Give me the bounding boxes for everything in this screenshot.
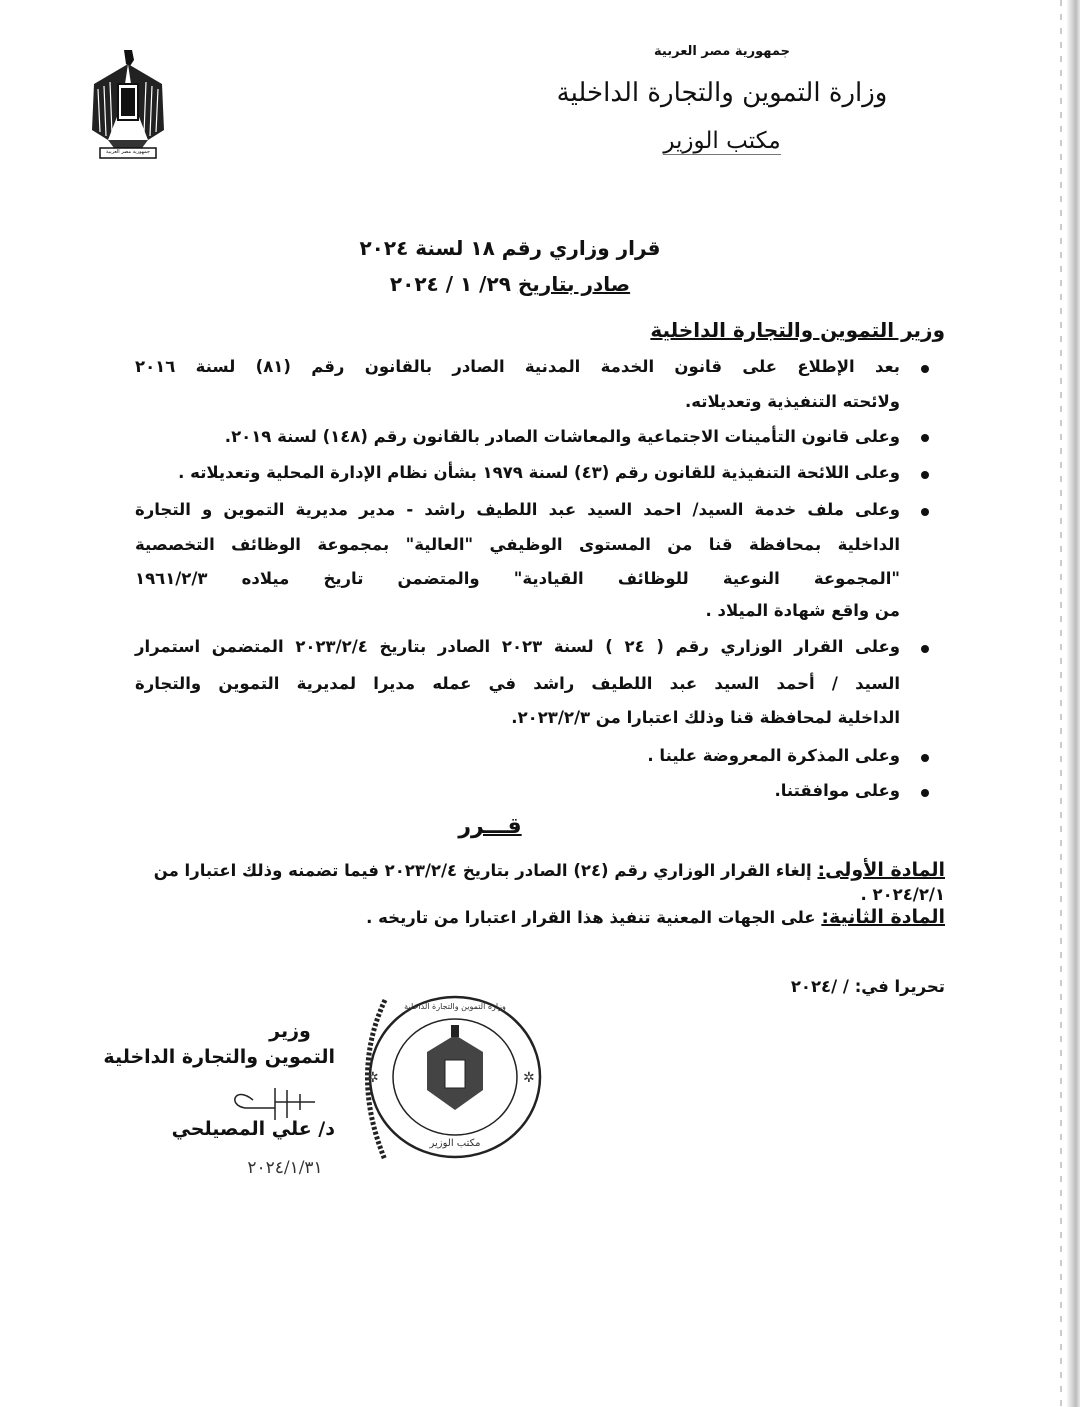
- decided-heading: قـــرر: [458, 814, 522, 839]
- scan-edge: [1066, 0, 1080, 1407]
- preamble-line: وعلى اللائحة التنفيذية للقانون رقم (٤٣) لسنة ١٩٧٩ بشأن نظام الإدارة المحلية وتعديلاته .: [178, 463, 900, 482]
- preamble-line: ولائحته التنفيذية وتعديلاته.: [684, 392, 900, 411]
- bullet: [921, 645, 929, 653]
- preamble-line: وعلى قانون التأمينات الاجتماعية والمعاشات الصادر بالقانون رقم (١٤٨) لسنة ٢٠١٩.: [224, 427, 900, 446]
- article-1: [135, 858, 945, 907]
- scan-edge-marks: [1060, 0, 1062, 1407]
- article-text: على الجهات المعنية تنفيذ هذا القرار اعتبارا من تاريخه .: [366, 908, 816, 927]
- stamp-ring-text: وزارة التموين والتجارة الداخلية: [404, 1002, 506, 1011]
- preamble-line: "المجموعة النوعية للوظائف القيادية" والمتضمن تاريخ ميلاده ١٩٦١/٢/٣: [135, 569, 900, 588]
- decree-title: قرار وزاري رقم ١٨ لسنة ٢٠٢٤: [359, 236, 661, 260]
- article-2: [135, 905, 945, 930]
- preamble-line: وعلى موافقتنا.: [774, 781, 900, 800]
- handwritten-date: ٢٠٢٤/١/٣١: [247, 1158, 323, 1178]
- article-label: المادة الأولى:: [817, 859, 945, 881]
- letterhead-office: مكتب الوزير: [663, 128, 781, 154]
- bullet: [921, 434, 929, 442]
- article-text: إلغاء القرار الوزاري رقم (٢٤) الصادر بتاريخ ٢٠٢٣/٢/٤ فيما تضمنه وذلك اعتبارا من ٢٠٢٤/٢/١ .: [153, 861, 945, 904]
- signature-title-1: وزير: [269, 1020, 311, 1042]
- preamble-line: من واقع شهادة الميلاد .: [705, 601, 900, 620]
- issue-date: ٢٩/ ١ / ٢٠٢٤: [389, 272, 511, 296]
- bullet: [921, 365, 929, 373]
- stamp-bottom-text: مكتب الوزير: [429, 1138, 481, 1149]
- bullet: [921, 508, 929, 516]
- preamble-line: وعلى القرار الوزاري رقم ( ٢٤ ) لسنة ٢٠٢٣ الصادر بتاريخ ٢٠٢٣/٢/٤ المتضمن استمرار: [135, 637, 901, 656]
- signatory-name: د/ علي المصيلحي: [171, 1118, 335, 1140]
- bullet: [921, 754, 929, 762]
- eagle-emblem: [88, 44, 168, 164]
- preamble-line: وعلى المذكرة المعروضة علينا .: [647, 746, 900, 765]
- preamble-line: بعد الإطلاع على قانون الخدمة المدنية الصادر بالقانون رقم (٨١) لسنة ٢٠١٦: [135, 357, 900, 376]
- preamble-line: الداخلية لمحافظة قنا وذلك اعتبارا من ٢٠٢٣/٢/٣.: [511, 708, 900, 727]
- svg-text:✲: ✲: [523, 1070, 535, 1086]
- letterhead-country: جمهورية مصر العربية: [654, 44, 790, 59]
- emblem-caption: جمهورية مصر العربية: [106, 149, 150, 155]
- bullet: [921, 471, 929, 479]
- svg-text:✲: ✲: [367, 1070, 379, 1086]
- preamble-line: السيد / أحمد السيد عبد اللطيف راشد في عمله مديرا لمديرية التموين والتجارة: [135, 674, 900, 693]
- issue-date-line: [300, 272, 720, 296]
- preamble-line: وعلى ملف خدمة السيد/ احمد السيد عبد اللطيف راشد - مدير مديرية التموين و التجارة: [135, 500, 900, 519]
- written-on: تحريرا في: / /٢٠٢٤: [790, 977, 945, 996]
- ministry-stamp: [355, 990, 545, 1165]
- addressee: وزير التموين والتجارة الداخلية: [650, 318, 945, 342]
- signature-title-2: التموين والتجارة الداخلية: [103, 1046, 335, 1068]
- preamble-line: الداخلية بمحافظة قنا من المستوى الوظيفي "العالية" بمجموعة الوظائف التخصصية: [135, 535, 900, 554]
- letterhead-ministry: وزارة التموين والتجارة الداخلية: [556, 78, 888, 108]
- article-label: المادة الثانية:: [821, 906, 945, 928]
- issue-date-label: صادر بتاريخ: [517, 272, 631, 296]
- bullet: [921, 789, 929, 797]
